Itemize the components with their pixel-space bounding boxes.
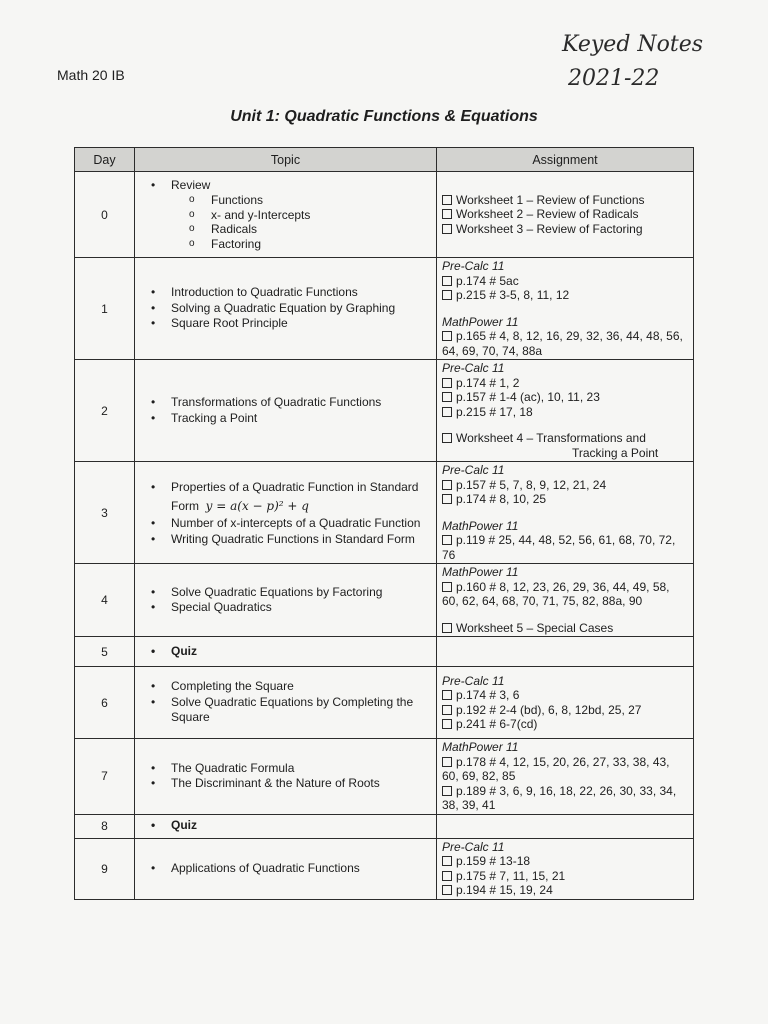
checkbox-icon [442,392,452,402]
table-row [75,838,694,899]
assignment-cell [437,667,694,739]
checkbox-icon [442,535,452,545]
assignment-item: Worksheet 5 – Special Cases [442,621,687,636]
assignment-item: p.159 # 13-18 [442,854,687,869]
topic-item: • Special Quadratics [149,600,430,616]
checkbox-icon [442,494,452,504]
checkbox-icon [442,433,452,443]
table-row [75,172,694,258]
topic-cell [135,360,437,462]
assignment-item: p.174 # 8, 10, 25 [442,492,687,507]
handwritten-line-1: Keyed Notes [562,32,704,57]
checkbox-icon [442,582,452,592]
assignment-item: p.119 # 25, 44, 48, 52, 56, 61, 68, 70, 72, 76 [442,533,676,562]
assignment-cell [437,564,694,637]
book-title: MathPower 11 [442,565,519,579]
topic-cell [135,258,437,360]
topic-item: • Number of x-intercepts of a Quadratic Function [149,516,430,532]
assignment-item: p.194 # 15, 19, 24 [442,883,687,898]
topic-item: • Completing the Square [149,679,430,695]
assignment-cell [437,637,694,667]
topic-cell [135,462,437,564]
assignment-item: p.189 # 3, 6, 9, 16, 18, 22, 26, 30, 33, 34, 38, 39, 41 [442,783,677,812]
course-name: Math 20 IB [57,67,125,83]
table-row [75,258,694,360]
checkbox-icon [442,480,452,490]
checkbox-icon [442,623,452,633]
checkbox-icon [442,705,452,715]
checkbox-icon [442,856,452,866]
day-cell: 4 [75,564,135,637]
checkbox-icon [442,719,452,729]
assignment-item: p.215 # 3-5, 8, 11, 12 [442,288,687,303]
topic-item: • Writing Quadratic Functions in Standard Form [149,532,430,548]
schedule-table [74,147,694,900]
day-cell: 0 [75,172,135,258]
checkbox-icon [442,290,452,300]
topic-item: • The Quadratic Formula [149,761,430,777]
subtopic-item: o Radicals [189,222,430,237]
book-title: Pre-Calc 11 [442,259,505,273]
book-title: Pre-Calc 11 [442,839,505,854]
book-title: MathPower 11 [442,314,519,329]
handwritten-note [562,28,722,96]
assignment-cell [437,172,694,258]
table-header [75,148,694,172]
table-row [75,462,694,564]
checkbox-icon [442,195,452,205]
book-title: Pre-Calc 11 [442,361,505,375]
assignment-cell [437,360,694,462]
checkbox-icon [442,378,452,388]
assignment-item: p.160 # 8, 12, 23, 26, 29, 36, 44, 49, 58, 60, 62, 64, 68, 70, 71, 75, 82, 88a, 90 [442,579,670,608]
book-title: Pre-Calc 11 [442,673,505,688]
subtopic-item: o x- and y-Intercepts [189,208,430,223]
book-title: MathPower 11 [442,518,519,533]
topic-item: • Tracking a Point [149,411,430,427]
topic-item: • The Discriminant & the Nature of Roots [149,776,430,792]
standard-form-formula: y = a(x − p)² + q [205,499,309,513]
assignment-cell [437,814,694,838]
checkbox-icon [442,871,452,881]
topic-item: • Solve Quadratic Equations by Completing the Square [149,695,430,726]
topic-cell [135,172,437,258]
checkbox-icon [442,224,452,234]
book-title: MathPower 11 [442,740,519,754]
assignment-cell [437,462,694,564]
day-cell: 3 [75,462,135,564]
topic-cell [135,814,437,838]
assignment-cell [437,838,694,899]
header-assignment: Assignment [437,148,694,172]
table-row [75,814,694,838]
assignment-item: Worksheet 3 – Review of Factoring [442,222,687,237]
checkbox-icon [442,885,452,895]
day-cell: 7 [75,739,135,815]
page-title: Unit 1: Quadratic Functions & Equations [230,108,538,125]
day-cell: 8 [75,814,135,838]
checkbox-icon [442,786,452,796]
assignment-item: Worksheet 4 – Transformations and [442,431,687,446]
assignment-item: Worksheet 1 – Review of Functions [442,193,687,208]
table-row [75,667,694,739]
topic-item: • Quiz [149,818,430,834]
assignment-item: p.241 # 6-7(cd) [442,717,687,732]
book-title: Pre-Calc 11 [442,463,505,477]
handwritten-line-2: 2021-22 [568,66,660,91]
assignment-item: p.192 # 2-4 (bd), 6, 8, 12bd, 25, 27 [442,703,687,718]
topic-cell [135,564,437,637]
day-cell: 2 [75,360,135,462]
day-cell: 9 [75,838,135,899]
topic-cell [135,637,437,667]
checkbox-icon [442,757,452,767]
topic-item: • Review o Functions o x- and y-Intercepts o Radicals o Factoring [149,178,430,252]
table-row [75,564,694,637]
table-row [75,637,694,667]
assignment-cell [437,258,694,360]
checkbox-icon [442,690,452,700]
topic-item: • Properties of a Quadratic Function in Standard Form y = a(x − p)² + q [149,478,430,516]
checkbox-icon [442,331,452,341]
table-row [75,360,694,462]
topic-item: • Applications of Quadratic Functions [149,861,430,877]
checkbox-icon [442,209,452,219]
assignment-item: p.215 # 17, 18 [442,405,687,420]
assignment-item: p.174 # 1, 2 [442,376,687,391]
table-row [75,739,694,815]
assignment-item: p.157 # 1-4 (ac), 10, 11, 23 [442,390,687,405]
assignment-item: p.157 # 5, 7, 8, 9, 12, 21, 24 [442,478,687,493]
checkbox-icon [442,276,452,286]
topic-item: • Square Root Principle [149,316,430,332]
topic-item: • Solve Quadratic Equations by Factoring [149,585,430,601]
assignment-item-continued: Tracking a Point [572,445,659,460]
header-day: Day [75,148,135,172]
assignment-cell [437,739,694,815]
topic-item: • Introduction to Quadratic Functions [149,285,430,301]
assignment-item: p.165 # 4, 8, 12, 16, 29, 32, 36, 44, 48, 56, 64, 69, 70, 74, 88a [442,329,683,358]
topic-item: • Solving a Quadratic Equation by Graphing [149,301,430,317]
day-cell: 5 [75,637,135,667]
assignment-item: Worksheet 2 – Review of Radicals [442,207,687,222]
checkbox-icon [442,407,452,417]
subtopic-item: o Factoring [189,237,430,252]
assignment-item: p.174 # 3, 6 [442,688,687,703]
assignment-item: p.175 # 7, 11, 15, 21 [442,869,687,884]
day-cell: 6 [75,667,135,739]
assignment-item: p.178 # 4, 12, 15, 20, 26, 27, 33, 38, 43, 60, 69, 82, 85 [442,754,670,783]
topic-item: • Transformations of Quadratic Functions [149,395,430,411]
topic-cell [135,667,437,739]
day-cell: 1 [75,258,135,360]
header-topic: Topic [135,148,437,172]
assignment-item: p.174 # 5ac [442,274,687,289]
topic-cell [135,838,437,899]
topic-cell [135,739,437,815]
subtopic-item: o Functions [189,193,430,208]
topic-item: • Quiz [149,644,430,660]
